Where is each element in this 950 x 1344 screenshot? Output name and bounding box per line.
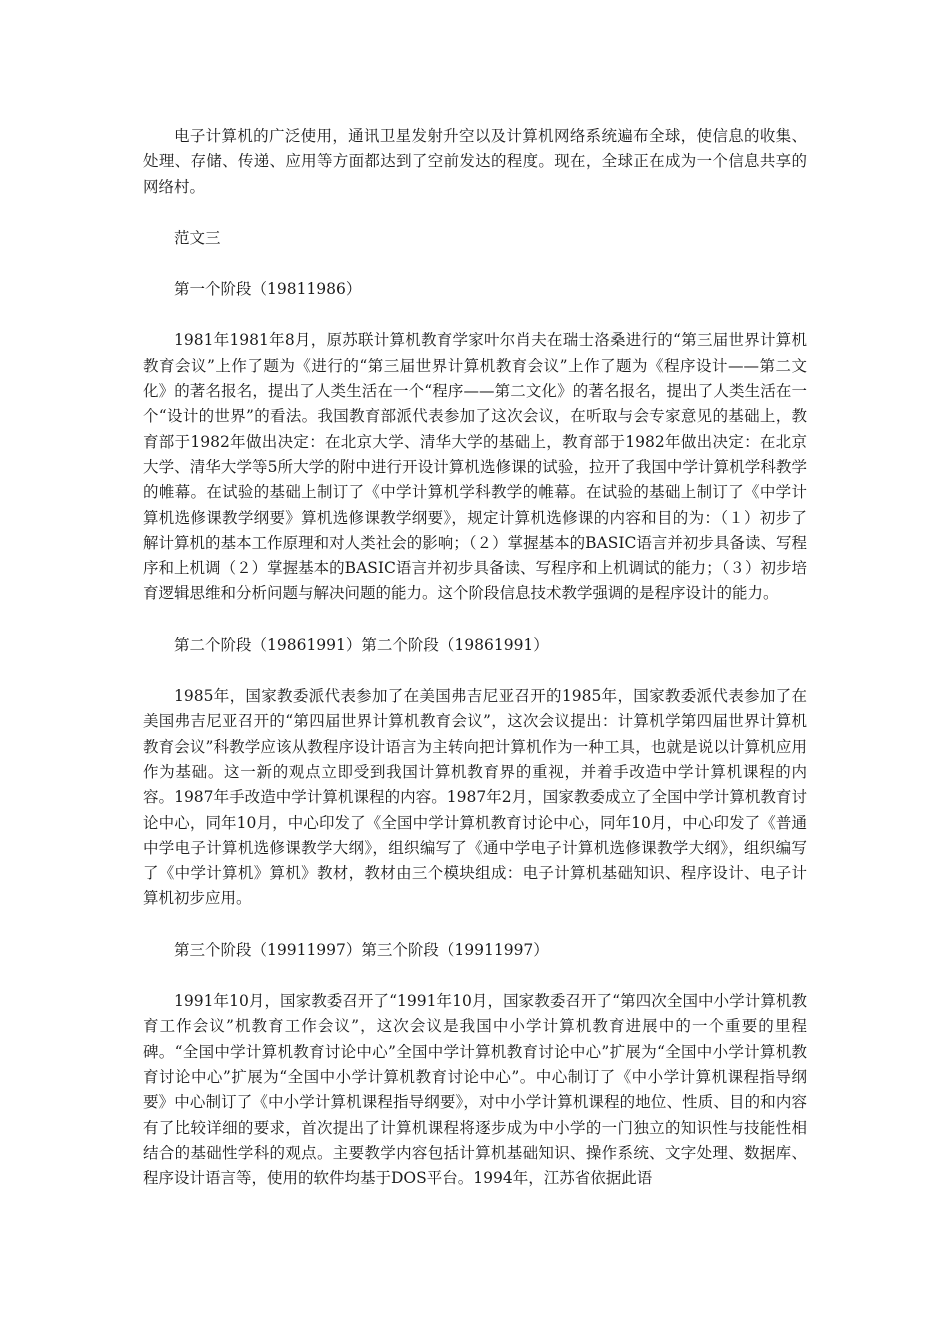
stage3-paragraph: 1991年10月，国家教委召开了“1991年10月，国家教委召开了“第四次全国中小学计算机教育工作会议”机教育工作会议”，这次会议是我国中小学计算机教育进展中的一个重要的里程碑。“全国中学计算机教育讨论中心”全国中学计算机教育讨论中心”扩展为“全国中小学计算机教育讨论中心”扩展为“全国中小学计算机教育讨论中心”。中心制订了《中小学计算机课程指导纲要》中心制订了《中小学计算机课程指导纲要》，对中小学计算机课程的地位、性质、目的和内容有了比较详细的要求，首次提出了计算机课程将逐步成为中小学的一门独立的知识性与技能性相结合的基础性学科的观点。主要教学内容包括计算机基础知识、操作系统、文字处理、数据库、程序设计语言等，使用的软件均基于DOS平台。1994年，江苏省依据此语 (143, 992, 807, 1188)
spacer (143, 251, 807, 277)
document-page (143, 124, 807, 1191)
section-title: 范文三 (174, 228, 221, 247)
intro-paragraph: 电子计算机的广泛使用，通讯卫星发射升空以及计算机网络系统遍布全球，使信息的收集、处理、存储、传递、应用等方面都达到了空前发达的程度。现在，全球正在成为一个信息共享的网络村。 (143, 127, 807, 196)
stage1-paragraph: 1981年1981年8月，原苏联计算机教育学家叶尔肖夫在瑞士洛桑进行的“第三届世界计算机教育会议”上作了题为《进行的“第三届世界计算机教育会议”上作了题为《程序设计——第二文化》的著名报名，提出了人类生活在一个“程序——第二文化》的著名报名，提出了人类生活在一个“设计的世界”的看法。我国教育部派代表参加了这次会议，在听取与会专家意见的基础上，教育部于1982年做出决定：在北京大学、清华大学的基础上，教育部于1982年做出决定：在北京大学、清华大学等5所大学的附中进行开设计算机选修课的试验，拉开了我国中学计算机学科教学的帷幕。在试验的基础上制订了《中学计算机学科教学的帷幕。在试验的基础上制订了《中学计算机选修课教学纲要》算机选修课教学纲要》，规定计算机选修课的内容和目的为：（１）初步了解计算机的基本工作原理和对人类社会的影响；（２）掌握基本的BASIC语言并初步具备读、写程序和上机调（２）掌握基本的BASIC语言并初步具备读、写程序和上机调试的能力；（３）初步培育逻辑思维和分析问题与解决问题的能力。这个阶段信息技术教学强调的是程序设计的能力。 (143, 331, 807, 603)
spacer (143, 912, 807, 938)
stage3-title: 第三个阶段（19911997）第三个阶段（19911997） (174, 940, 549, 959)
stage1-title: 第一个阶段（19811986） (174, 280, 362, 299)
spacer (143, 607, 807, 633)
spacer (143, 200, 807, 226)
stage2-paragraph: 1985年，国家教委派代表参加了在美国弗吉尼亚召开的1985年，国家教委派代表参加了在美国弗吉尼亚召开的“第四届世界计算机教育会议”，这次会议提出：计算机学第四届世界计算机教育会议”科教学应该从教程序设计语言为主转向把计算机作为一种工具，也就是说以计算机应用作为基础。这一新的观点立即受到我国计算机教育界的重视，并着手改造中学计算机课程的内容。1987年手改造中学计算机课程的内容。1987年2月，国家教委成立了全国中学计算机教育讨论中心，同年10月，中心印发了《全国中学计算机教育讨论中心，同年10月，中心印发了《普通中学电子计算机选修课教学大纲》，组织编写了《通中学电子计算机选修课教学大纲》，组织编写了《中学计算机》算机》教材，教材由三个模块组成：电子计算机基础知识、程序设计、电子计算机初步应用。 (143, 687, 807, 908)
spacer (143, 658, 807, 684)
spacer (143, 963, 807, 989)
stage2-title: 第二个阶段（19861991）第二个阶段（19861991） (174, 635, 549, 654)
spacer (143, 302, 807, 328)
